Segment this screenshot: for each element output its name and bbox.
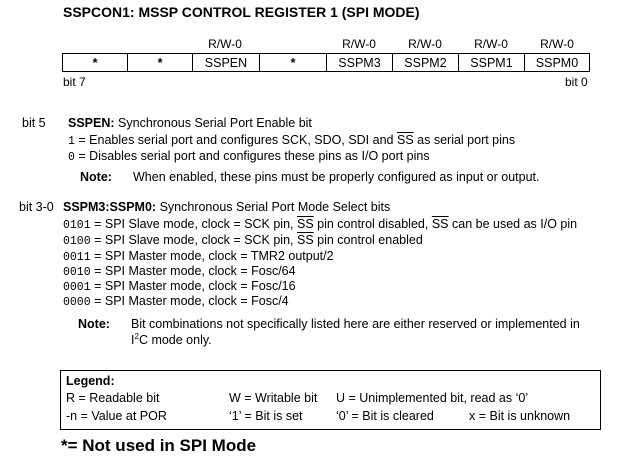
sspen-opt1-code: 1 (68, 135, 75, 148)
bit1-cell: SSPM1 (459, 54, 525, 72)
mode-code: 0001 (63, 281, 91, 294)
bit6-cell: * (128, 54, 193, 72)
mode-text: = SPI Master mode, clock = Fosc/4 (94, 294, 289, 308)
sspen-opt0-text: = Disables serial port and configures these pins as I/O port pins (78, 149, 430, 163)
register-title: SSPCON1: MSSP CONTROL REGISTER 1 (SPI MODE) (63, 4, 420, 20)
mode-text: = SPI Slave mode, clock = SCK pin, (94, 233, 294, 247)
access-label-bit0: R/W-0 (540, 37, 574, 51)
mode-text: = SPI Master mode, clock = TMR2 output/2 (94, 249, 334, 263)
sspm-mode-0011 (63, 249, 334, 264)
legend-unimplemented: U = Unimplemented bit, read as ‘0’ (336, 391, 529, 405)
legend-readable: R = Readable bit (66, 391, 160, 405)
access-label-bit5: R/W-0 (208, 37, 242, 51)
i2c-i: I (131, 333, 135, 348)
sspm-note-label: Note: (78, 317, 110, 331)
legend-box (60, 370, 601, 430)
mode-text: = SPI Master mode, clock = Fosc/16 (94, 279, 296, 293)
sspm-mode-0000 (63, 294, 289, 309)
bit0-cell: SSPM0 (525, 54, 590, 72)
sspen-option-0 (68, 149, 430, 164)
bit4-cell: * (260, 54, 327, 72)
sspen-name: SSPEN: (68, 116, 115, 130)
mode-code: 0011 (63, 251, 91, 264)
ss-overline: $\overline{SS}$ (431, 217, 449, 231)
sspm-mode-0101 (63, 217, 577, 232)
mode-code: 0101 (63, 219, 91, 232)
legend-set: ‘1’ = Bit is set (229, 409, 303, 423)
sspm-mode-0001 (63, 279, 296, 294)
sspen-desc: Synchronous Serial Port Enable bit (118, 116, 312, 130)
sspen-heading (68, 116, 312, 130)
mode-code: 0000 (63, 296, 91, 309)
sspen-opt1-text: = Enables serial port and configures SCK, SDO, SDI and (78, 133, 394, 147)
sspm-heading (63, 200, 390, 214)
i2c-rest: C mode only. (138, 333, 212, 348)
legend-writable: W = Writable bit (229, 391, 318, 405)
mode-text: = SPI Master mode, clock = Fosc/64 (94, 264, 296, 278)
sspm-note-line1: Bit combinations not specifically listed here are either reserved or implemented in (131, 317, 580, 331)
mode-text: can be used as I/O pin (452, 217, 578, 231)
legend-cleared: ‘0’ = Bit is cleared (336, 409, 434, 423)
sspm-mode-0010 (63, 264, 296, 279)
bit-low-label: bit 0 (565, 75, 588, 89)
sspen-note-text: When enabled, these pins must be properly configured as input or output. (133, 170, 540, 184)
ss-overline: $\overline{SS}$ (296, 233, 314, 247)
mode-text: pin control disabled, (317, 217, 429, 231)
sspen-note-label: Note: (80, 170, 112, 184)
sspen-opt1-post: as serial port pins (417, 133, 516, 147)
bit5-cell: SSPEN (193, 54, 260, 72)
ss-overline: $\overline{SS}$ (296, 217, 314, 231)
bit2-cell: SSPM2 (393, 54, 459, 72)
bit-high-label: bit 7 (63, 75, 86, 89)
mode-code: 0100 (63, 235, 91, 248)
sspen-option-1 (68, 133, 515, 148)
legend-unknown: x = Bit is unknown (469, 409, 571, 423)
footer-note: *= Not used in SPI Mode (61, 436, 257, 455)
sspen-opt0-code: 0 (68, 151, 75, 164)
mode-text: = SPI Slave mode, clock = SCK pin, (94, 217, 294, 231)
mode-text: pin control enabled (317, 233, 423, 247)
sspen-bit-label: bit 5 (22, 116, 46, 130)
legend-por: -n = Value at POR (66, 409, 167, 423)
access-label-bit1: R/W-0 (474, 37, 508, 51)
sspm-mode-0100 (63, 233, 423, 248)
access-label-bit3: R/W-0 (342, 37, 376, 51)
legend-title: Legend: (66, 374, 115, 388)
access-label-bit2: R/W-0 (408, 37, 442, 51)
register-bit-table (62, 53, 590, 72)
sspm-note-line2 (131, 332, 212, 347)
sspen-opt1-ss: $\overline{SS}$ (396, 133, 414, 147)
bit3-cell: SSPM3 (327, 54, 393, 72)
sspm-name: SSPM3:SSPM0: (63, 200, 157, 214)
mode-code: 0010 (63, 266, 91, 279)
sspm-bit-label: bit 3-0 (19, 200, 54, 214)
i2c-sup: 2 (134, 332, 139, 341)
sspm-desc: Synchronous Serial Port Mode Select bits (159, 200, 391, 214)
bit7-cell: * (63, 54, 128, 72)
